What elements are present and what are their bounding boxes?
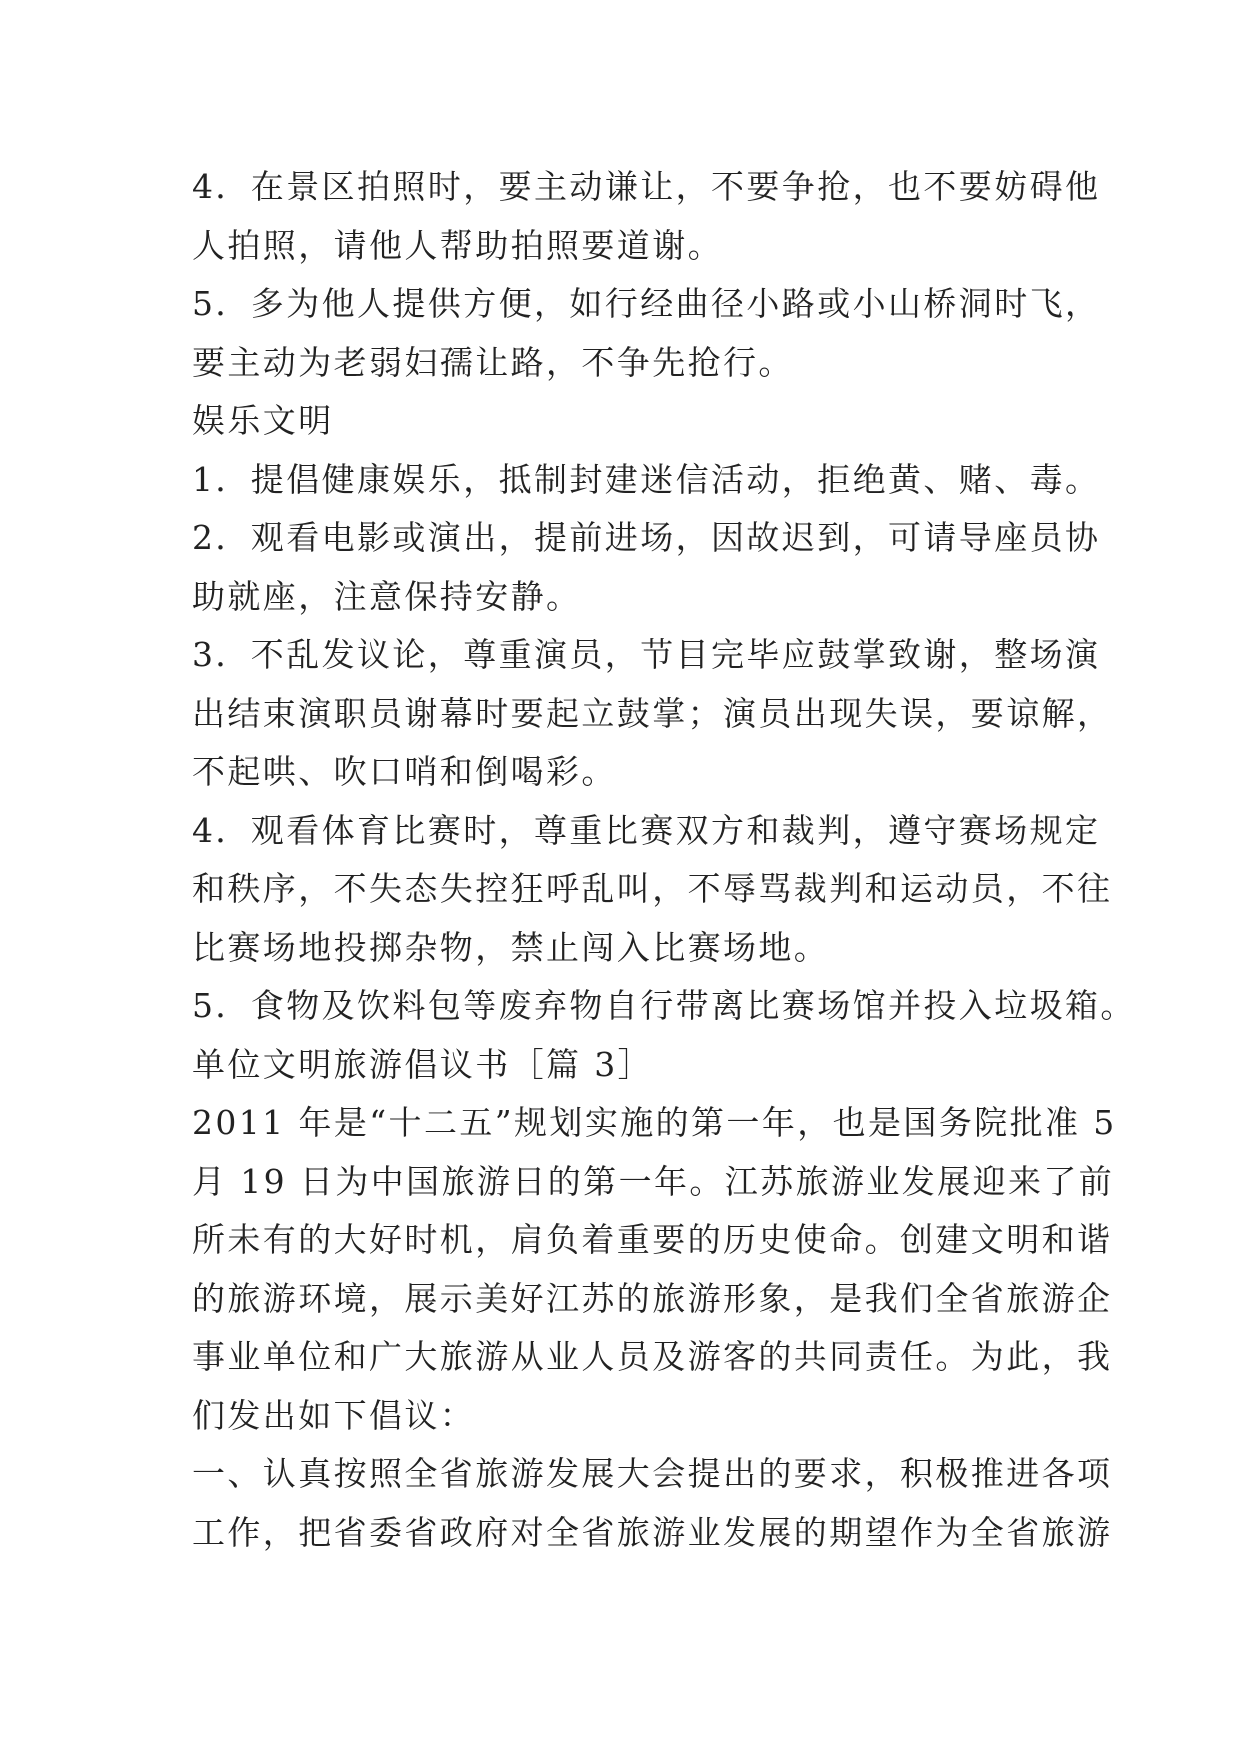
section-heading: 娱乐文明 xyxy=(192,401,334,440)
text-line: 月 19 日为中国旅游日的第一年。江苏旅游业发展迎来了前 xyxy=(192,1161,1115,1201)
text-line: 不起哄、吹口哨和倒喝彩。 xyxy=(192,752,617,791)
text-line: 2011 年是“十二五”规划实施的第一年，也是国务院批准 5 xyxy=(192,1103,1117,1142)
text-line: 4．在景区拍照时，要主动谦让，不要争抢，也不要妨碍他 xyxy=(192,167,1101,206)
text-line: 1．提倡健康娱乐，抵制封建迷信活动，拒绝黄、赌、毒。 xyxy=(192,459,1101,499)
document-body xyxy=(192,158,1136,1562)
text-line: 的旅游环境，展示美好江苏的旅游形象，是我们全省旅游企 xyxy=(192,1278,1113,1318)
text-line: 2．观看电影或演出，提前进场，因故迟到，可请导座员协 xyxy=(192,518,1101,557)
text-line: 一、认真按照全省旅游发展大会提出的要求，积极推进各项 xyxy=(192,1454,1113,1493)
text-line: 比赛场地投掷杂物，禁止闯入比赛场地。 xyxy=(192,927,830,967)
text-line: 们发出如下倡议： xyxy=(192,1395,476,1435)
section-heading: 单位文明旅游倡议书［篇 3］ xyxy=(192,1044,654,1084)
text-line: 和秩序，不失态失控狂呼乱叫，不辱骂裁判和运动员，不往 xyxy=(192,869,1113,908)
text-line: 5．食物及饮料包等废弃物自行带离比赛场馆并投入垃圾箱。 xyxy=(192,986,1136,1025)
text-line: 事业单位和广大旅游从业人员及游客的共同责任。为此，我 xyxy=(192,1337,1113,1376)
text-line: 出结束演职员谢幕时要起立鼓掌；演员出现失误，要谅解， xyxy=(192,693,1113,733)
text-line: 工作，把省委省政府对全省旅游业发展的期望作为全省旅游 xyxy=(192,1512,1113,1552)
text-line: 5．多为他人提供方便，如行经曲径小路或小山桥洞时飞， xyxy=(192,284,1101,323)
text-line: 要主动为老弱妇孺让路，不争先抢行。 xyxy=(192,342,794,382)
text-line: 所未有的大好时机，肩负着重要的历史使命。创建文明和谐 xyxy=(192,1220,1113,1259)
text-line: 人拍照，请他人帮助拍照要道谢。 xyxy=(192,225,723,265)
text-line: 3．不乱发议论，尊重演员，节目完毕应鼓掌致谢，整场演 xyxy=(192,635,1101,674)
text-line: 4．观看体育比赛时，尊重比赛双方和裁判，遵守赛场规定 xyxy=(192,810,1101,850)
text-line: 助就座，注意保持安静。 xyxy=(192,576,582,616)
